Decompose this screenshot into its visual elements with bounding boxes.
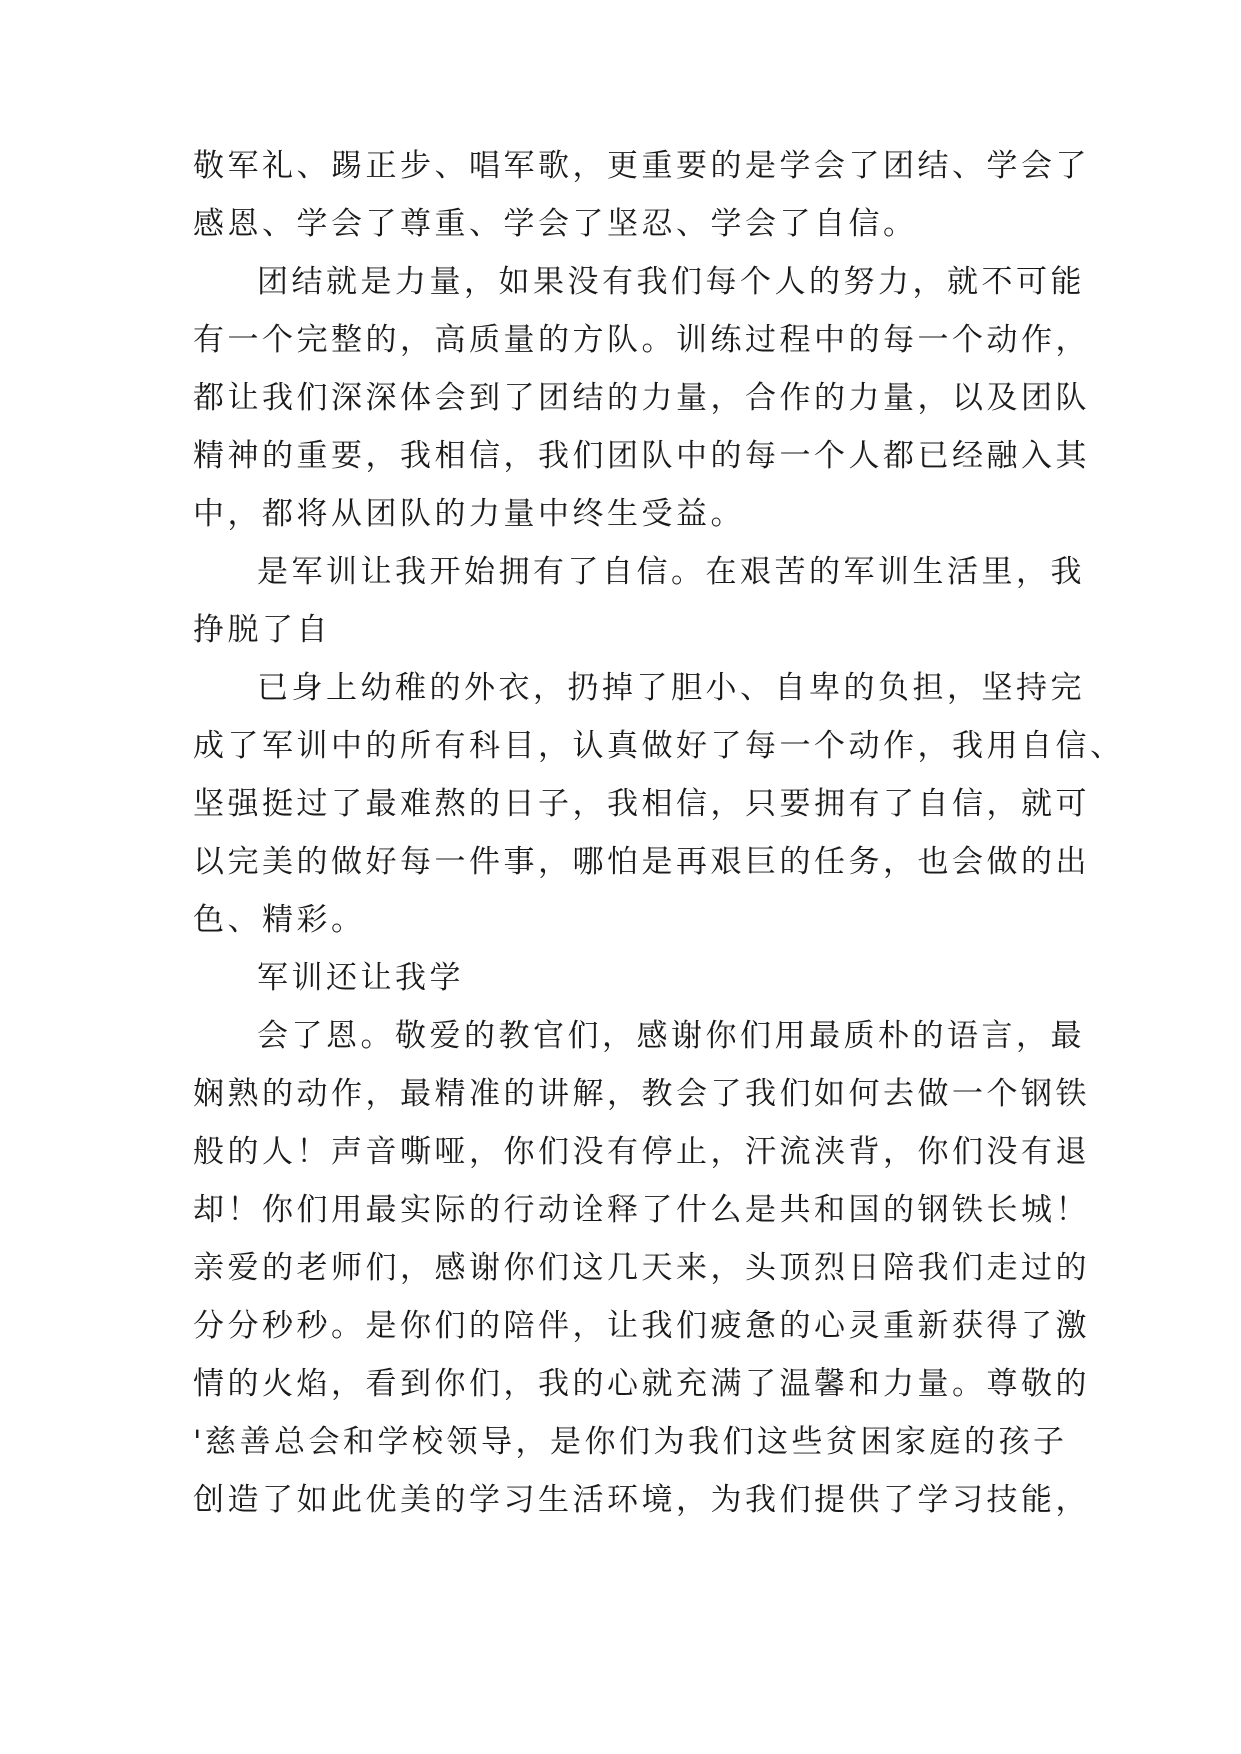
text-line: 情的火焰，看到你们，我的心就充满了温馨和力量。尊敬的 [193,1366,1090,1402]
paragraph-first-line: 会了恩。敬爱的教官们，感谢你们用最质朴的语言，最 [257,1018,1085,1054]
text-line: '慈善总会和学校领导，是你们为我们这些贫困家庭的孩子 [193,1424,1068,1460]
paragraph-first-line: 是军训让我开始拥有了自信。在艰苦的军训生活里，我 [257,554,1085,590]
text-line: 挣脱了自 [193,612,331,648]
paragraph-first-line: 军训还让我学 [257,960,464,996]
text-line: 般的人！声音嘶哑，你们没有停止，汗流浃背，你们没有退 [193,1134,1090,1170]
text-line: 分分秒秒。是你们的陪伴，让我们疲惫的心灵重新获得了激 [193,1308,1090,1344]
text-line: 以完美的做好每一件事，哪怕是再艰巨的任务，也会做的出 [193,844,1090,880]
text-line: 感恩、学会了尊重、学会了坚忍、学会了自信。 [193,206,918,242]
paragraph-first-line: 已身上幼稚的外衣，扔掉了胆小、自卑的负担，坚持完 [257,670,1085,706]
text-line: 创造了如此优美的学习生活环境，为我们提供了学习技能， [193,1482,1090,1518]
text-line: 中，都将从团队的力量中终生受益。 [193,496,745,532]
text-line: 却！你们用最实际的行动诠释了什么是共和国的钢铁长城！ [193,1192,1090,1228]
text-line: 成了军训中的所有科目，认真做好了每一个动作，我用自信、 [193,728,1125,764]
text-line: 精神的重要，我相信，我们团队中的每一个人都已经融入其 [193,438,1090,474]
text-line: 敬军礼、踢正步、唱军歌，更重要的是学会了团结、学会了 [193,148,1090,184]
text-line: 色、精彩。 [193,902,366,938]
paragraph-first-line: 团结就是力量，如果没有我们每个人的努力，就不可能 [257,264,1085,300]
text-line: 都让我们深深体会到了团结的力量，合作的力量，以及团队 [193,380,1090,416]
text-line: 亲爱的老师们，感谢你们这几天来，头顶烈日陪我们走过的 [193,1250,1090,1286]
text-line: 有一个完整的，高质量的方队。训练过程中的每一个动作， [193,322,1090,358]
text-line: 娴熟的动作，最精准的讲解，教会了我们如何去做一个钢铁 [193,1076,1090,1112]
text-line: 坚强挺过了最难熬的日子，我相信，只要拥有了自信，就可 [193,786,1090,822]
